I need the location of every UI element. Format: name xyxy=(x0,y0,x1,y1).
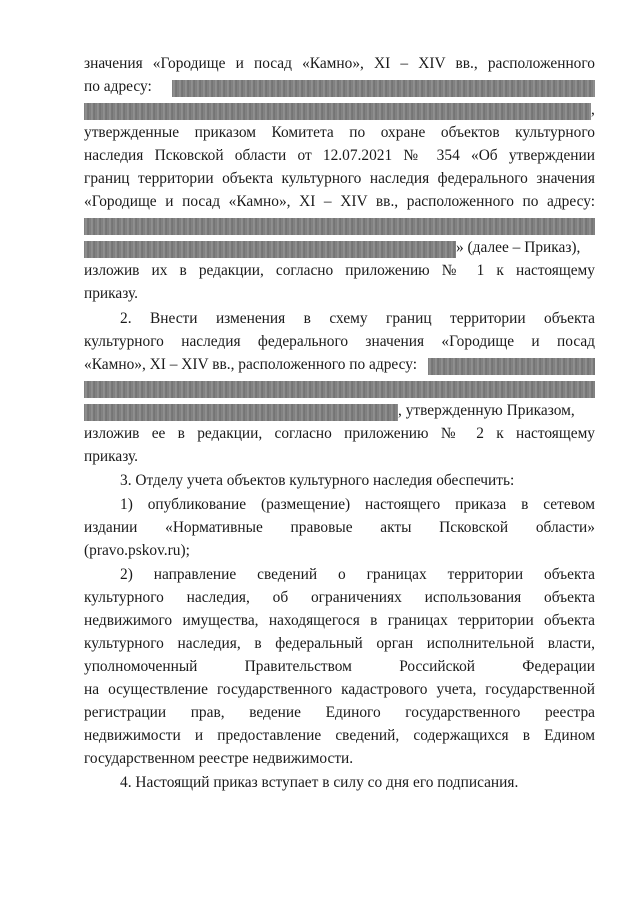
text-line: (pravo.pskov.ru); xyxy=(84,542,190,559)
text-line: приказу. xyxy=(84,285,139,302)
redaction-block xyxy=(172,80,595,97)
text-fragment: , xyxy=(591,101,595,118)
text-line: наследия Псковской области от 12.07.2021 № 354 «Об утверждении xyxy=(84,147,595,164)
text-line: 2. Внести изменения в схему границ территории объекта xyxy=(120,310,595,327)
text-line: уполномоченный Правительством Российской Федерации xyxy=(84,658,595,675)
redaction-block xyxy=(84,218,595,235)
text-line: «Городище и посад «Камно», XI – XIV вв., расположенного по адресу: xyxy=(84,193,595,210)
text-line: регистрации прав, ведение Единого государственного реестра xyxy=(84,704,595,721)
redaction-block xyxy=(84,103,591,120)
text-line: «Камно», XI – XIV вв., расположенного по адресу: xyxy=(84,356,418,373)
text-line: значения «Городище и посад «Камно», XI – XIV вв., расположенного xyxy=(84,55,595,72)
redaction-block xyxy=(84,241,456,258)
text-line: на осуществление государственного кадастрового учета, государственной xyxy=(84,681,595,698)
text-line: приказу. xyxy=(84,448,139,465)
text-line: культурного наследия, в федеральный орган исполнительной власти, xyxy=(84,635,595,652)
text-fragment: , утвержденную Приказом, xyxy=(398,402,575,419)
redaction-block xyxy=(84,381,595,398)
text-line: изложив их в редакции, согласно приложению № 1 к настоящему xyxy=(84,262,595,279)
text-line: государственном реестре недвижимости. xyxy=(84,750,354,767)
redaction-block xyxy=(84,404,398,421)
text-line: издании «Нормативные правовые акты Псковской области» xyxy=(84,519,595,536)
text-line: недвижимости и предоставление сведений, содержащихся в Едином xyxy=(84,727,595,744)
text-line: культурного наследия, об ограничениях использования объекта xyxy=(84,589,595,606)
text-line: 3. Отделу учета объектов культурного наследия обеспечить: xyxy=(120,472,515,489)
text-line: 2) направление сведений о границах территории объекта xyxy=(120,566,595,583)
text-line: по адресу: xyxy=(84,78,152,95)
text-fragment: » (далее – Приказ), xyxy=(456,239,581,256)
text-line: 1) опубликование (размещение) настоящего приказа в сетевом xyxy=(120,496,595,513)
text-line: утвержденные приказом Комитета по охране объектов культурного xyxy=(84,124,595,141)
text-line: недвижимого имущества, находящегося в границах территории объекта xyxy=(84,612,595,629)
redaction-block xyxy=(428,358,595,375)
text-line: изложив ее в редакции, согласно приложению № 2 к настоящему xyxy=(84,425,595,442)
text-line: 4. Настоящий приказ вступает в силу со дня его подписания. xyxy=(120,774,519,791)
text-line: культурного наследия федерального значения «Городище и посад xyxy=(84,333,595,350)
text-line: границ территории объекта культурного наследия федерального значения xyxy=(84,170,595,187)
